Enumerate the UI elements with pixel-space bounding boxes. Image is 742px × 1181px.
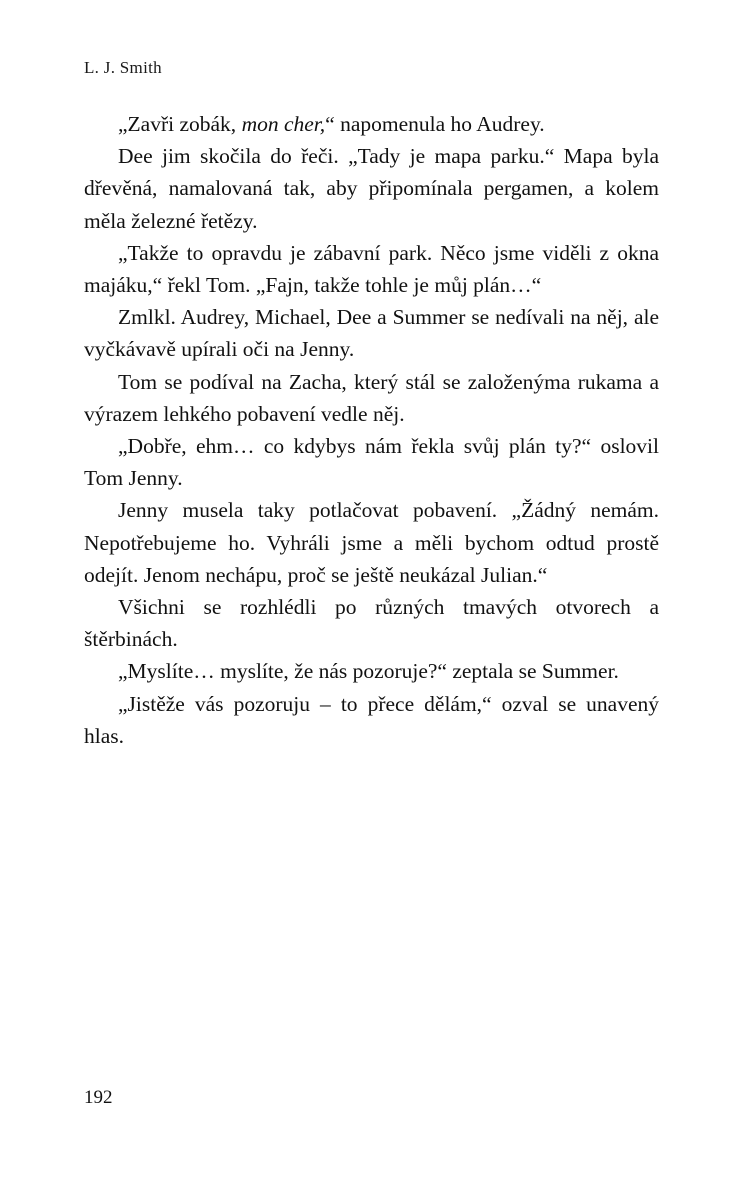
- body-text: [84, 108, 659, 752]
- paragraph: „Zavři zobák, mon cher,“ napomenula ho Audrey.: [118, 112, 545, 136]
- paragraph: „Jistěže vás pozoruju – to přece dělám,“ ozval se unavený hlas.: [84, 691, 659, 748]
- running-head-author: L. J. Smith: [84, 58, 162, 77]
- italic-phrase: mon cher,: [241, 112, 326, 136]
- paragraph: „Myslíte… myslíte, že nás pozoruje?“ zeptala se Summer.: [118, 659, 619, 684]
- paragraph: Dee jim skočila do řeči. „Tady je mapa parku.“ Mapa byla dřevěná, namalovaná tak, aby připomínala pergamen, a kolem měla železné řetězy.: [84, 144, 659, 233]
- paragraph: „Takže to opravdu je zábavní park. Něco jsme viděli z okna majáku,“ řekl Tom. „Fajn, takže tohle je můj plán…“: [84, 240, 659, 298]
- page-number: 192: [84, 1087, 113, 1108]
- paragraph: Jenny musela taky potlačovat pobavení. „Žádný nemám. Nepotřebujeme ho. Vyhráli jsme a měli bychom odtud prostě odejít. Jenom nechápu, proč se ještě neukázal Julian.“: [84, 498, 659, 587]
- paragraph: Zmlkl. Audrey, Michael, Dee a Summer se nedívali na něj, ale vyčkávavě upírali oči na Jenny.: [84, 305, 659, 362]
- paragraph: „Dobře, ehm… co kdybys nám řekla svůj plán ty?“ oslovil Tom Jenny.: [84, 434, 659, 491]
- paragraph: Tom se podíval na Zacha, který stál se založenýma rukama a výrazem lehkého pobavení vedle něj.: [84, 369, 659, 426]
- paragraph: Všichni se rozhlédli po různých tmavých otvorech a štěrbinách.: [84, 595, 659, 652]
